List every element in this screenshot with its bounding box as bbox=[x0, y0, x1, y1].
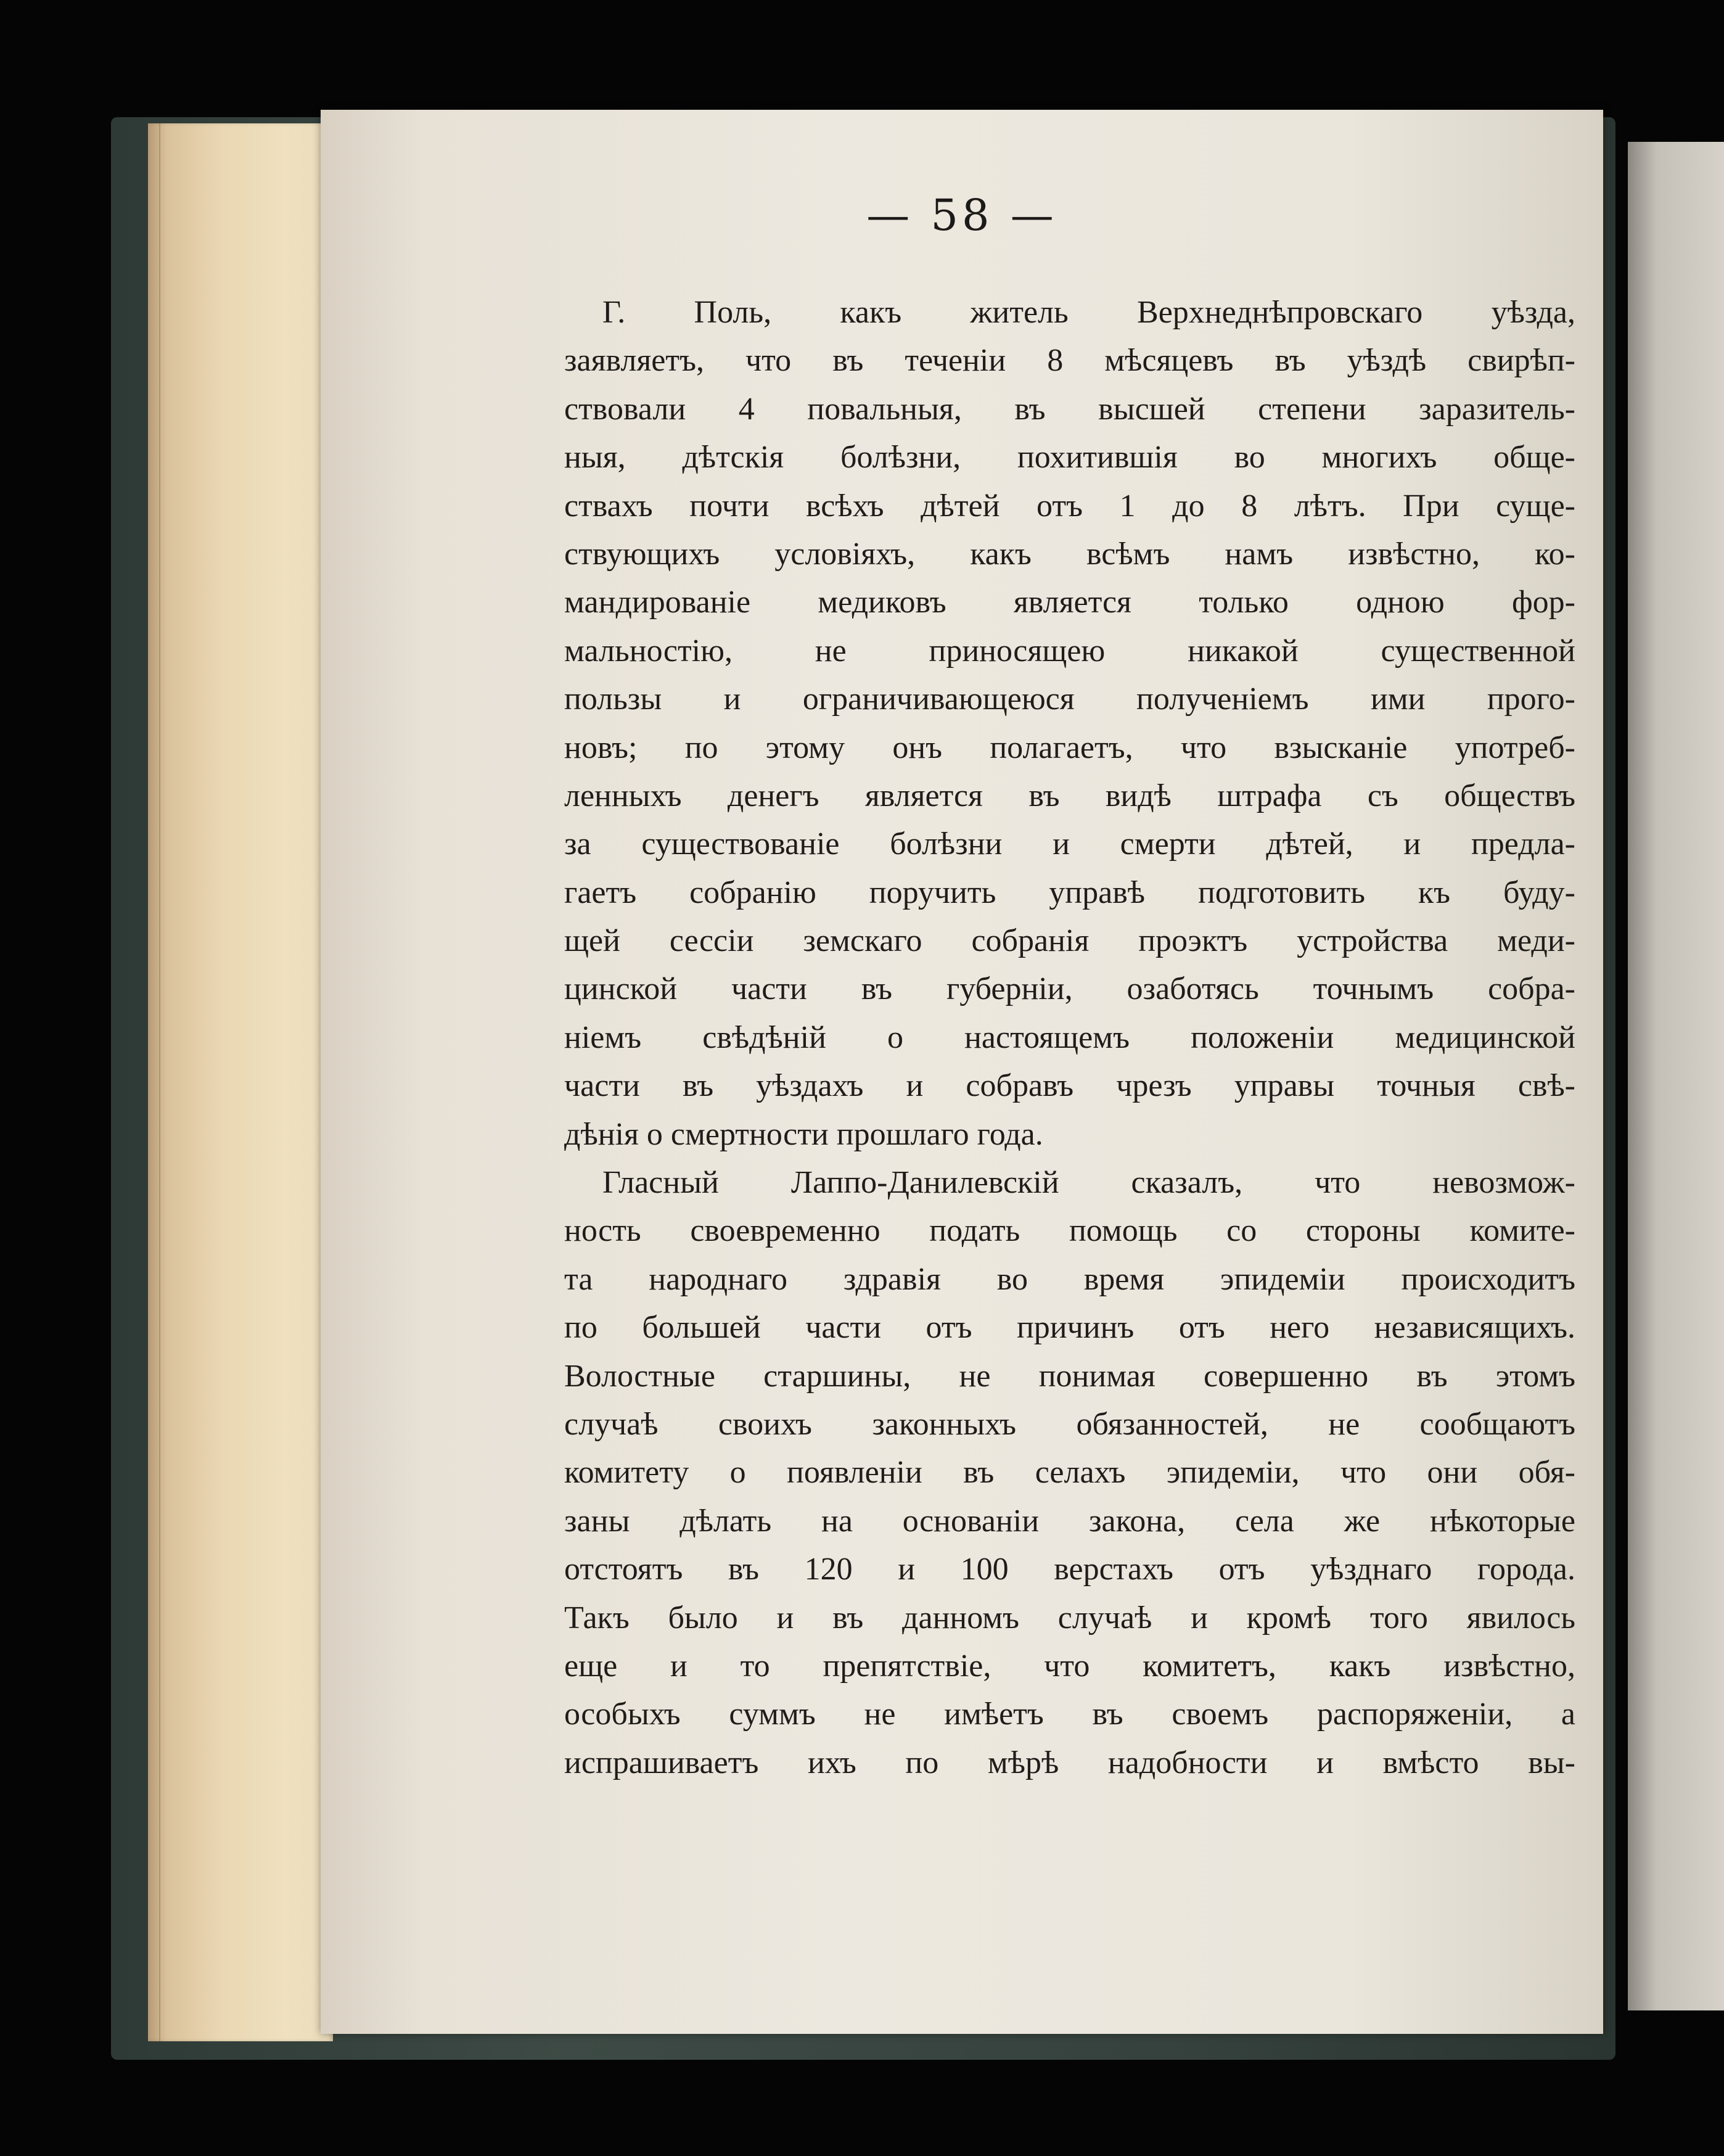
text-line: гаетъ собранію поручить управѣ подготовить къ буду- bbox=[564, 874, 1575, 910]
book-page bbox=[321, 110, 1603, 2034]
text-line: щей сессіи земскаго собранія проэктъ устройства меди- bbox=[564, 923, 1575, 959]
text-line: мандированіе медиковъ является только одною фор- bbox=[564, 585, 1575, 620]
text-line: испрашиваетъ ихъ по мѣрѣ надобности и вмѣсто вы- bbox=[564, 1745, 1575, 1780]
text-line: ствахъ почти всѣхъ дѣтей отъ 1 до 8 лѣтъ. При суще- bbox=[564, 488, 1575, 524]
page-text bbox=[564, 289, 1575, 1787]
text-line: Волостные старшины, не понимая совершенно въ этомъ bbox=[564, 1358, 1575, 1394]
text-line: новъ; по этому онъ полагаетъ, что взысканіе употреб- bbox=[564, 730, 1575, 765]
text-line: заявляетъ, что въ теченіи 8 мѣсяцевъ въ уѣздѣ свирѣп- bbox=[564, 343, 1575, 379]
text-line: ствующихъ условіяхъ, какъ всѣмъ намъ извѣстно, ко- bbox=[564, 536, 1575, 572]
text-line: особыхъ суммъ не имѣетъ въ своемъ распоряженіи, а bbox=[564, 1697, 1575, 1732]
text-line: ныя, дѣтскія болѣзни, похитившія во многихъ обще- bbox=[564, 440, 1575, 475]
text-line: Г. Поль, какъ житель Верхнеднѣпровскаго уѣзда, bbox=[602, 295, 1575, 330]
page-edges bbox=[148, 123, 333, 2041]
text-line: еще и то препятствіе, что комитетъ, какъ извѣстно, bbox=[564, 1648, 1575, 1684]
text-line: случаѣ своихъ законныхъ обязанностей, не сообщаютъ bbox=[564, 1406, 1575, 1442]
text-line: дѣнія о смертности прошлаго года. bbox=[564, 1116, 1043, 1152]
text-line: ность своевременно подать помощь со стороны комите- bbox=[564, 1213, 1575, 1249]
text-line: по большей части отъ причинъ отъ него независящихъ. bbox=[564, 1310, 1575, 1346]
text-line: Гласный Лаппо-Данилевскій сказалъ, что невозмож- bbox=[602, 1165, 1575, 1201]
text-line: ленныхъ денегъ является въ видѣ штрафа съ обществъ bbox=[564, 778, 1575, 813]
text-line: мальностію, не приносящею никакой существенной bbox=[564, 633, 1575, 669]
text-line: пользы и ограничивающеюся полученіемъ ими прого- bbox=[564, 681, 1575, 717]
text-line: заны дѣлать на основаніи закона, села же нѣкоторые bbox=[564, 1503, 1575, 1539]
facing-page bbox=[1628, 142, 1724, 2010]
text-line: ствовали 4 повальныя, въ высшей степени заразитель- bbox=[564, 391, 1575, 427]
text-line: ніемъ свѣдѣній о настоящемъ положеніи медицинской bbox=[564, 1019, 1575, 1055]
text-line: Такъ было и въ данномъ случаѣ и кромѣ того явилось bbox=[564, 1600, 1575, 1636]
text-line: та народнаго здравія во время эпидеміи происходитъ bbox=[564, 1261, 1575, 1297]
page-number: — 58 — bbox=[866, 190, 1057, 241]
text-line: цинской части въ губерніи, озаботясь точнымъ собра- bbox=[564, 971, 1575, 1007]
text-line: части въ уѣздахъ и собравъ чрезъ управы точныя свѣ- bbox=[564, 1068, 1575, 1104]
text-line: за существованіе болѣзни и смерти дѣтей, и предла- bbox=[564, 826, 1575, 862]
text-line: отстоятъ въ 120 и 100 верстахъ отъ уѣзднаго города. bbox=[564, 1552, 1575, 1587]
text-line: комитету о появленіи въ селахъ эпидеміи, что они обя- bbox=[564, 1455, 1575, 1491]
